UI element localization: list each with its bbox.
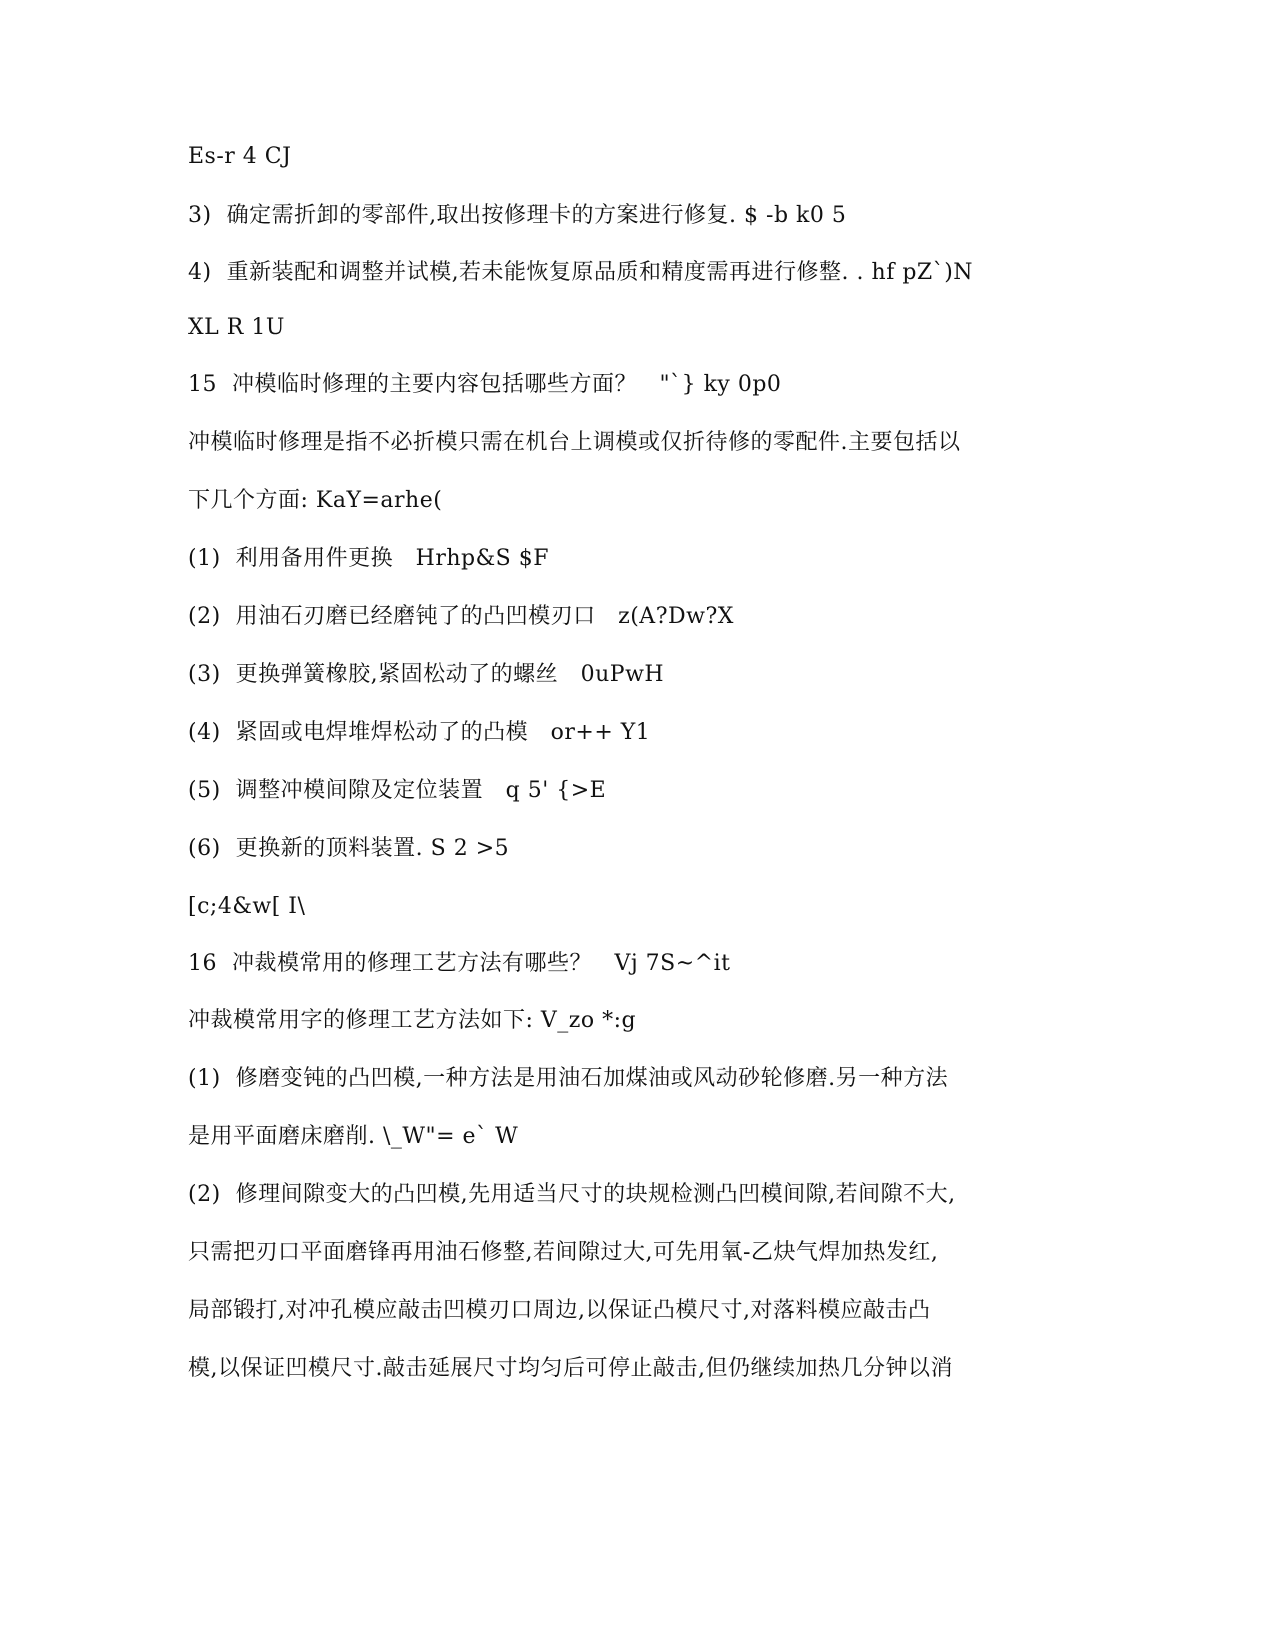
text-line: Es-r 4 CJ <box>188 144 292 169</box>
text-line: 4) 重新装配和调整并试模,若未能恢复原品质和精度需再进行修整. . hf pZ`)N <box>188 260 974 285</box>
list-item: (4) 紧固或电焊堆焊松动了的凸模 or++ Y1 <box>188 720 651 745</box>
question-heading: 15 冲模临时修理的主要内容包括哪些方面？ "`} ky 0p0 <box>188 372 782 397</box>
text-line: 下几个方面: KaY=arhe( <box>188 488 443 513</box>
text-line: 是用平面磨床磨削. \_W"= e` W <box>188 1124 519 1149</box>
text-line: 冲模临时修理是指不必折模只需在机台上调模或仅折待修的零配件.主要包括以 <box>188 430 961 455</box>
question-heading: 16 冲裁模常用的修理工艺方法有哪些？ Vj 7S~^it <box>188 951 731 976</box>
text-line: XL R 1U <box>188 315 285 340</box>
text-line: 模,以保证凹模尺寸.敲击延展尺寸均匀后可停止敲击,但仍继续加热几分钟以消 <box>188 1356 953 1381</box>
text-line: 冲裁模常用字的修理工艺方法如下: V_zo *:g <box>188 1008 637 1033</box>
list-item: (3) 更换弹簧橡胶,紧固松动了的螺丝 0uPwH <box>188 662 665 687</box>
list-item: (5) 调整冲模间隙及定位装置 q 5' {>E <box>188 778 607 803</box>
list-item: (2) 用油石刃磨已经磨钝了的凸凹模刃口 z(A?Dw?X <box>188 604 734 629</box>
text-line: 局部锻打,对冲孔模应敲击凹模刃口周边,以保证凸模尺寸,对落料模应敲击凸 <box>188 1298 931 1323</box>
list-item: (1) 利用备用件更换 Hrhp&S $F <box>188 546 549 571</box>
list-item: (2) 修理间隙变大的凸凹模,先用适当尺寸的块规检测凸凹模间隙,若间隙不大, <box>188 1182 956 1207</box>
text-line: 只需把刃口平面磨锋再用油石修整,若间隙过大,可先用氧-乙炔气焊加热发红, <box>188 1240 939 1265</box>
text-line: 3) 确定需折卸的零部件,取出按修理卡的方案进行修复. $ -b k0 5 <box>188 203 847 228</box>
text-line: [c;4&w[ I\ <box>188 894 306 919</box>
list-item: (1) 修磨变钝的凸凹模,一种方法是用油石加煤油或风动砂轮修磨.另一种方法 <box>188 1066 949 1091</box>
list-item: (6) 更换新的顶料装置. S 2 >5 <box>188 836 510 861</box>
